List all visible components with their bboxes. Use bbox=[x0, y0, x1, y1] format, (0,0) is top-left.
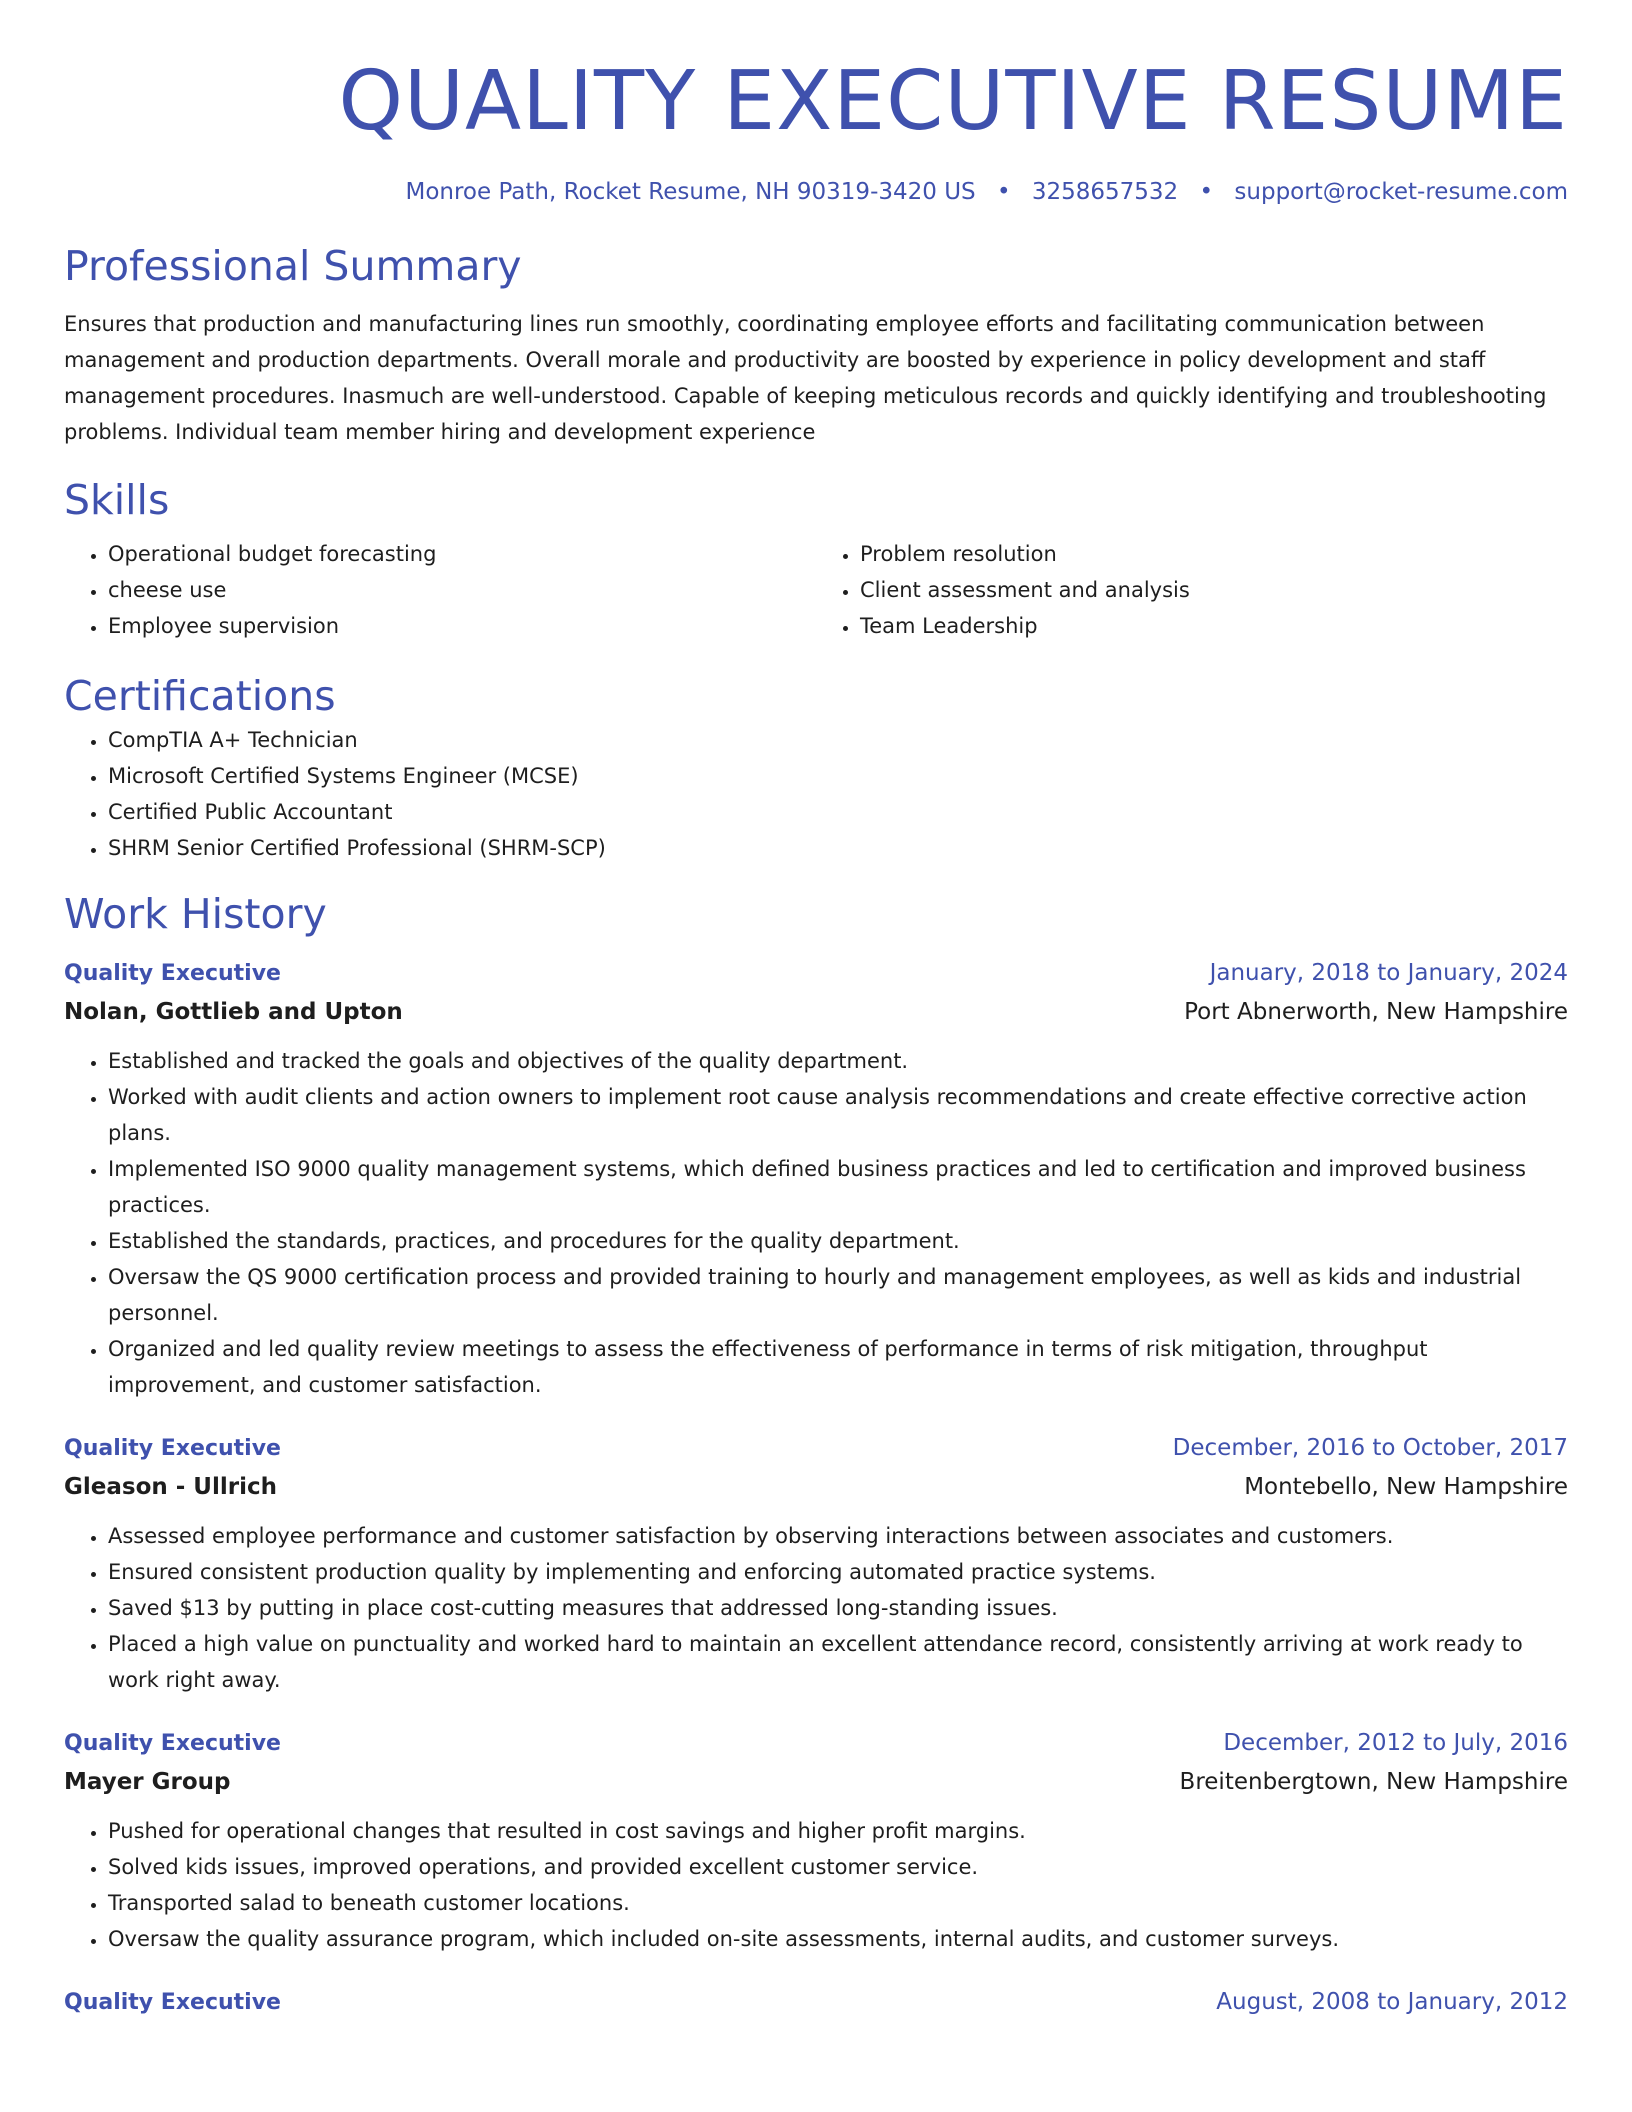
contact-address: Monroe Path, Rocket Resume, NH 90319-3420 US bbox=[405, 179, 976, 205]
skill-item: • cheese use bbox=[108, 572, 816, 608]
certifications-list bbox=[64, 722, 1568, 866]
job-title: Quality Executive bbox=[64, 1436, 281, 1461]
contact-email[interactable]: support@rocket-resume.com bbox=[1234, 179, 1568, 205]
job-company: Gleason - Ullrich bbox=[64, 1474, 277, 1500]
job-company: Mayer Group bbox=[64, 1769, 231, 1795]
job-company: Nolan, Gottlieb and Upton bbox=[64, 999, 403, 1025]
job-title: Quality Executive bbox=[64, 1990, 281, 2015]
contact-line bbox=[64, 176, 1568, 208]
job-bullet: • Established and tracked the goals and objectives of the quality department. bbox=[108, 1043, 1568, 1079]
job-header bbox=[64, 954, 1568, 993]
section-title-work-history: Work History bbox=[64, 890, 327, 938]
job-bullet: • Pushed for operational changes that resulted in cost savings and higher profit margins. bbox=[108, 1813, 1568, 1849]
certification-item: • Certified Public Accountant bbox=[108, 794, 1568, 830]
job-bullet: • Saved $13 by putting in place cost-cutting measures that addressed long-standing issues. bbox=[108, 1590, 1568, 1626]
job-header bbox=[64, 1983, 1568, 2022]
job-bullets bbox=[64, 1518, 1568, 1698]
job-subheader bbox=[64, 993, 1568, 1031]
resume-title: QUALITY EXECUTIVE RESUME bbox=[338, 54, 1568, 149]
job-bullet: • Placed a high value on punctuality and worked hard to maintain an excellent attendance record, consistently arriving at work ready to work right away. bbox=[108, 1626, 1568, 1698]
job-title: Quality Executive bbox=[64, 961, 281, 986]
job-dates: January, 2018 to January, 2024 bbox=[1209, 960, 1568, 986]
job-location: Port Abnerworth, New Hampshire bbox=[1184, 999, 1568, 1025]
job-bullets bbox=[64, 1813, 1568, 1957]
skill-item: • Team Leadership bbox=[860, 608, 1568, 644]
skill-item: • Operational budget forecasting bbox=[108, 536, 816, 572]
contact-phone: 3258657532 bbox=[1031, 179, 1179, 205]
skills-column-left bbox=[64, 536, 816, 644]
contact-separator: • bbox=[996, 179, 1011, 205]
job-title: Quality Executive bbox=[64, 1731, 281, 1756]
certification-item: • SHRM Senior Certified Professional (SHRM-SCP) bbox=[108, 830, 1568, 866]
job-subheader bbox=[64, 1468, 1568, 1506]
job-bullet: • Transported salad to beneath customer locations. bbox=[108, 1885, 1568, 1921]
skill-item: • Problem resolution bbox=[860, 536, 1568, 572]
job-entry bbox=[64, 1983, 1568, 2022]
job-bullet: • Organized and led quality review meetings to assess the effectiveness of performance in terms of risk mitigation, throughput improvement, and customer satisfaction. bbox=[108, 1331, 1568, 1403]
job-location: Breitenbergtown, New Hampshire bbox=[1179, 1769, 1568, 1795]
certification-item: • Microsoft Certified Systems Engineer (MCSE) bbox=[108, 758, 1568, 794]
job-location: Montebello, New Hampshire bbox=[1244, 1474, 1568, 1500]
job-bullet: • Oversaw the quality assurance program, which included on-site assessments, internal audits, and customer surveys. bbox=[108, 1921, 1568, 1957]
job-bullet: • Assessed employee performance and customer satisfaction by observing interactions between associates and customers. bbox=[108, 1518, 1568, 1554]
job-entry bbox=[64, 954, 1568, 1403]
skill-item: • Client assessment and analysis bbox=[860, 572, 1568, 608]
contact-separator: • bbox=[1199, 179, 1214, 205]
section-title-certifications: Certifications bbox=[64, 672, 336, 720]
certification-item: • CompTIA A+ Technician bbox=[108, 722, 1568, 758]
job-dates: December, 2012 to July, 2016 bbox=[1223, 1730, 1568, 1756]
job-bullet: • Ensured consistent production quality by implementing and enforcing automated practice systems. bbox=[108, 1554, 1568, 1590]
section-title-skills: Skills bbox=[64, 476, 170, 524]
job-bullet: • Worked with audit clients and action owners to implement root cause analysis recommendations and create effective corrective action plans. bbox=[108, 1079, 1568, 1151]
skills-column-right bbox=[816, 536, 1568, 644]
job-bullets bbox=[64, 1043, 1568, 1403]
section-title-summary: Professional Summary bbox=[64, 242, 522, 290]
job-header bbox=[64, 1429, 1568, 1468]
job-dates: August, 2008 to January, 2012 bbox=[1216, 1989, 1568, 2015]
job-bullet: • Solved kids issues, improved operations, and provided excellent customer service. bbox=[108, 1849, 1568, 1885]
job-header bbox=[64, 1724, 1568, 1763]
job-bullet: • Established the standards, practices, and procedures for the quality department. bbox=[108, 1223, 1568, 1259]
job-entry bbox=[64, 1429, 1568, 1698]
skills-list bbox=[64, 536, 1568, 644]
job-bullet: • Implemented ISO 9000 quality management systems, which defined business practices and led to certification and improved business practices. bbox=[108, 1151, 1568, 1223]
summary-text: Ensures that production and manufacturing lines run smoothly, coordinating employee efforts and facilitating communication between management and production departments. Overall morale and productivity are boosted by experience in policy development and staff management procedures. Inasmuch are well-understood. Capable of keeping meticulous records and quickly identifying and troubleshooting problems. Individual team member hiring and development experience bbox=[64, 312, 1547, 444]
job-subheader bbox=[64, 1763, 1568, 1801]
job-dates: December, 2016 to October, 2017 bbox=[1172, 1435, 1568, 1461]
job-entry bbox=[64, 1724, 1568, 1957]
skill-item: • Employee supervision bbox=[108, 608, 816, 644]
job-bullet: • Oversaw the QS 9000 certification process and provided training to hourly and management employees, as well as kids and industrial personnel. bbox=[108, 1259, 1568, 1331]
